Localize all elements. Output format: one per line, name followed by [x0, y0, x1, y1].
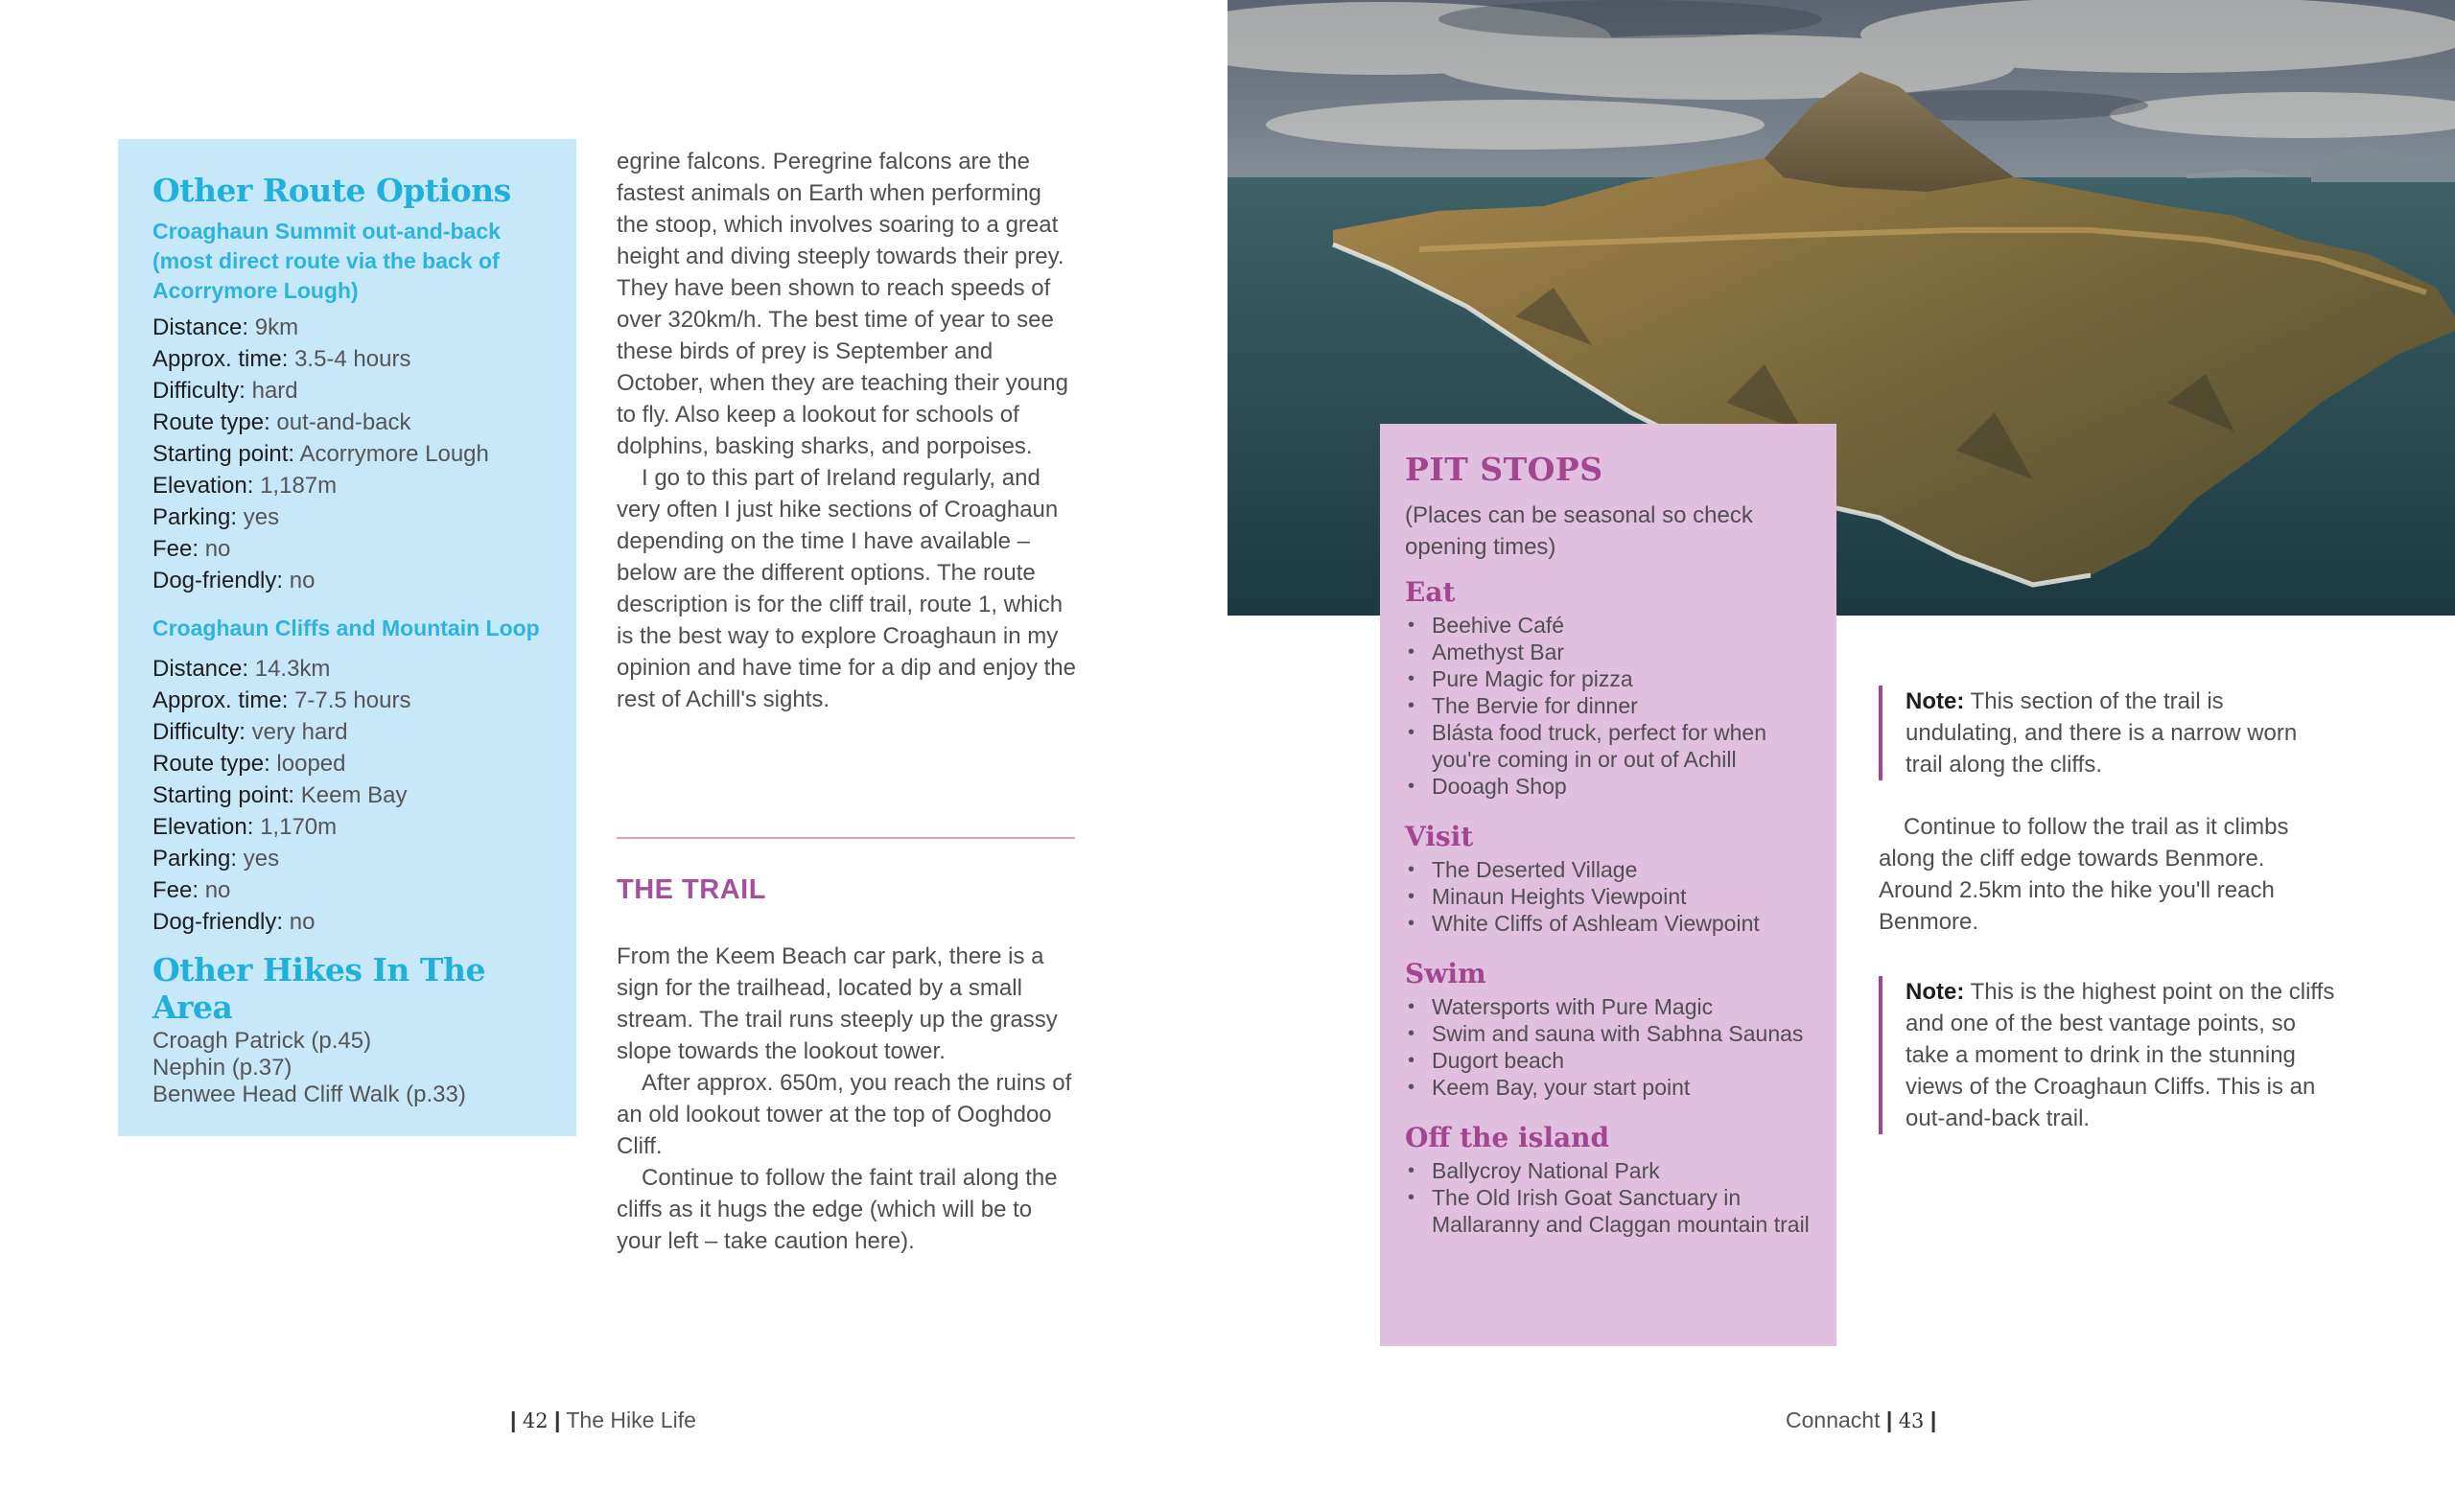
- route-2-name: Croaghaun Cliffs and Mountain Loop: [152, 616, 540, 640]
- pit-section-list: [1405, 856, 1813, 937]
- list-item: • The Old Irish Goat Sanctuary in Mallaranny and Claggan mountain trail: [1405, 1184, 1813, 1238]
- pit-stops-title: PIT STOPS: [1405, 451, 1603, 488]
- book-title: The Hike Life: [566, 1407, 696, 1432]
- trail-note: [1879, 686, 2339, 780]
- list-item: • Swim and sauna with Sabhna Saunas: [1405, 1020, 1813, 1047]
- note-text: This section of the trail is undulating, and there is a narrow worn trail along the cliffs.: [1906, 688, 2298, 778]
- stat-row: Route type: looped: [152, 751, 346, 777]
- stat-row: Route type: out-and-back: [152, 409, 411, 435]
- pit-section-list: [1405, 1157, 1813, 1238]
- note-label: Note:: [1906, 979, 1965, 1005]
- stat-row: Dog-friendly: no: [152, 909, 316, 935]
- other-hike-link[interactable]: Nephin (p.37): [152, 1055, 292, 1081]
- stat-row: Approx. time: 3.5-4 hours: [152, 346, 411, 372]
- body-paragraph: Continue to follow the trail as it climbs along the cliff edge towards Benmore. Around 2.5km into the hike you'll reach Benmore.: [1879, 814, 2289, 935]
- list-item: • Minaun Heights Viewpoint: [1405, 883, 1813, 910]
- trail-note: [1879, 976, 2339, 1134]
- stat-row: Fee: no: [152, 536, 231, 562]
- list-item: • The Deserted Village: [1405, 856, 1813, 883]
- pit-section-heading: Visit: [1405, 821, 1474, 852]
- trail-paragraph: After approx. 650m, you reach the ruins of an old lookout tower at the top of Ooghdoo Cliff.: [617, 1070, 1072, 1159]
- stat-row: Starting point: Acorrymore Lough: [152, 441, 489, 467]
- trail-paragraph: Continue to follow the faint trail along the cliffs as it hugs the edge (which will be to your left – take caution here).: [617, 1165, 1058, 1254]
- body-paragraph: I go to this part of Ireland regularly, and very often I just hike sections of Croaghaun depending on the time I have available – below are the different options. The route description is for the cliff trail, route 1, which is the best way to explore Croaghaun in my opinion and have time for a dip and enjoy the rest of Achill's sights.: [617, 465, 1077, 712]
- list-item: • Ballycroy National Park: [1405, 1157, 1813, 1184]
- route-1-stats: [152, 312, 542, 596]
- stat-row: Distance: 9km: [152, 314, 299, 340]
- the-trail-heading: THE TRAIL: [617, 874, 766, 905]
- stat-row: Approx. time: 7-7.5 hours: [152, 687, 411, 713]
- trail-text-column: [617, 941, 1077, 1257]
- stat-row: Elevation: 1,170m: [152, 814, 338, 840]
- stat-row: Dog-friendly: no: [152, 568, 316, 593]
- pit-section-list: [1405, 612, 1813, 800]
- other-route-options-title: Other Route Options: [152, 172, 511, 209]
- list-item: • Beehive Café: [1405, 612, 1813, 639]
- stat-row: Starting point: Keem Bay: [152, 782, 408, 808]
- stat-row: Fee: no: [152, 877, 231, 903]
- route-2-stats: [152, 653, 542, 938]
- list-item: • The Bervie for dinner: [1405, 692, 1813, 719]
- stat-row: Elevation: 1,187m: [152, 473, 338, 499]
- pit-section-heading: Swim: [1405, 958, 1486, 989]
- list-item: • Dooagh Shop: [1405, 773, 1813, 800]
- stat-row: Distance: 14.3km: [152, 656, 331, 682]
- other-hike-link[interactable]: Benwee Head Cliff Walk (p.33): [152, 1082, 466, 1107]
- route-1-name: Croaghaun Summit out-and-back (most direct route via the back of Acorrymore Lough): [152, 219, 501, 303]
- stat-row: Parking: yes: [152, 846, 280, 872]
- body-paragraph: egrine falcons. Peregrine falcons are the fastest animals on Earth when performing the stoop, which involves soaring to a great height and diving steeply towards their prey. They have been shown to reach speeds of over 320km/h. The best time of year to see these birds of prey is September and October, when they are teaching their young to fly. Also keep a lookout for schools of dolphins, basking sharks, and porpoises.: [617, 149, 1068, 459]
- page-number: 43: [1898, 1409, 1925, 1432]
- list-item: • Amethyst Bar: [1405, 639, 1813, 665]
- list-item: • White Cliffs of Ashleam Viewpoint: [1405, 910, 1813, 937]
- chapter-title: Connacht: [1786, 1407, 1881, 1432]
- right-page-footer: Connacht | 43 |: [1786, 1407, 1937, 1432]
- note-label: Note:: [1906, 688, 1965, 714]
- section-divider: [617, 837, 1075, 839]
- other-hike-link[interactable]: Croagh Patrick (p.45): [152, 1028, 372, 1054]
- right-text-column: [1879, 686, 2339, 1134]
- stat-row: Difficulty: hard: [152, 378, 298, 404]
- trail-paragraph: From the Keem Beach car park, there is a sign for the trailhead, located by a small stream. The trail runs steeply up the grassy slope towards the lookout tower.: [617, 943, 1058, 1064]
- page-number: 42: [522, 1409, 549, 1432]
- pit-stops-box: [1380, 424, 1836, 1346]
- list-item: • Dugort beach: [1405, 1047, 1813, 1074]
- list-item: • Blásta food truck, perfect for when you're coming in or out of Achill: [1405, 719, 1813, 773]
- pit-section-heading: Eat: [1405, 576, 1456, 608]
- stat-row: Parking: yes: [152, 504, 280, 530]
- left-page-footer: | 42 | The Hike Life: [510, 1407, 696, 1432]
- other-route-options-box: [118, 139, 576, 1136]
- intro-text-column: [617, 146, 1077, 715]
- list-item: • Watersports with Pure Magic: [1405, 993, 1813, 1020]
- list-item: • Keem Bay, your start point: [1405, 1074, 1813, 1101]
- note-text: This is the highest point on the cliffs and one of the best vantage points, so take a moment to drink in the stunning views of the Croaghaun Cliffs. This is an out-and-back trail.: [1906, 979, 2335, 1131]
- other-hikes-title: Other Hikes In The Area: [152, 951, 485, 1026]
- list-item: • Pure Magic for pizza: [1405, 665, 1813, 692]
- pit-section-heading: Off the island: [1405, 1122, 1610, 1153]
- pit-section-list: [1405, 993, 1813, 1101]
- pit-stops-note: (Places can be seasonal so check opening times): [1405, 502, 1753, 560]
- stat-row: Difficulty: very hard: [152, 719, 348, 745]
